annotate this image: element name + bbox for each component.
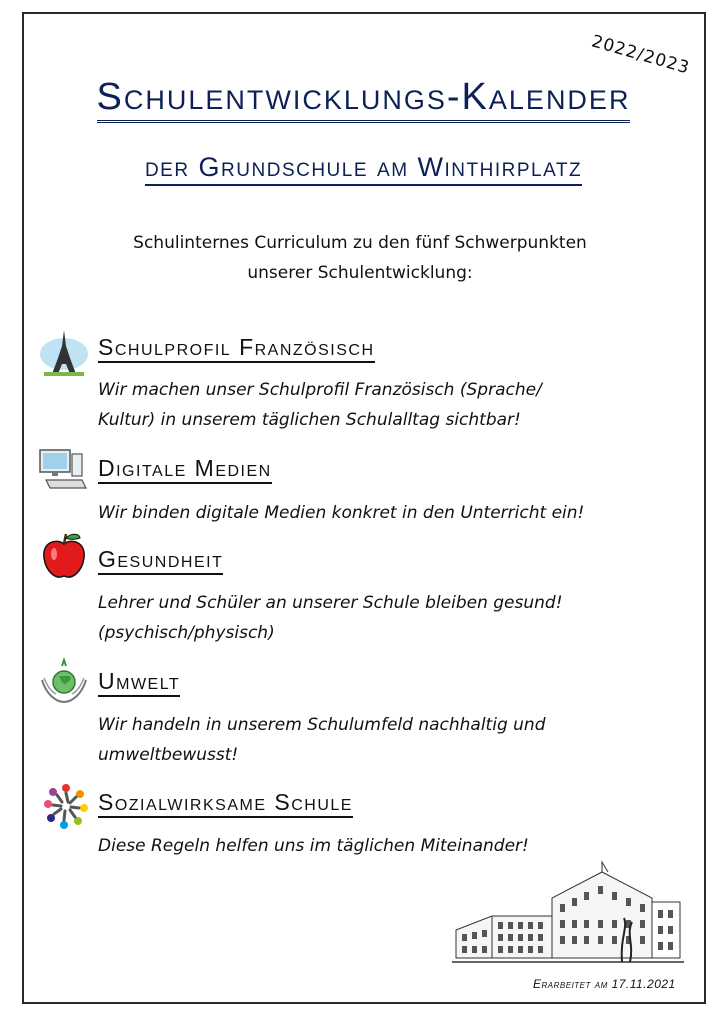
desc-digitale-medien: Wir binden digitale Medien konkret in den Unterricht ein!: [98, 503, 585, 523]
heading-sozialwirksame-schule: Sozialwirksame Schule: [98, 789, 353, 816]
footer-date: Erarbeitet am 17.11.2021: [533, 977, 676, 991]
intro-text: Schulinternes Curriculum zu den fünf Schwerpunkten unserer Schulentwicklung:: [133, 233, 587, 283]
apple-icon: [38, 530, 90, 582]
heading-digitale-medien: Digitale Medien: [98, 455, 272, 482]
computer-icon: [36, 444, 88, 496]
desc-umwelt: Wir handeln in unserem Schulumfeld nachhaltig und umweltbewusst!: [98, 715, 546, 765]
heading-gesundheit: Gesundheit: [98, 546, 223, 573]
page-subtitle: der Grundschule am Winthirplatz: [0, 152, 727, 183]
earth-in-hands-icon: [38, 656, 90, 708]
eiffel-tower-icon: [38, 326, 90, 378]
desc-gesundheit: Lehrer und Schüler an unserer Schule bleiben gesund! (psychisch/physisch): [98, 593, 563, 643]
school-building-illustration: [452, 858, 684, 970]
page-title: Schulentwicklungs-Kalender: [0, 76, 727, 119]
heading-umwelt: Umwelt: [98, 668, 180, 695]
desc-sozialwirksame-schule: Diese Regeln helfen uns im täglichen Miteinander!: [98, 836, 529, 856]
heading-schulprofil: Schulprofil Französisch: [98, 334, 375, 361]
desc-schulprofil: Wir machen unser Schulprofil Französisch (Sprache/ Kultur) in unserem täglichen Schulalltag sichtbar!: [98, 380, 542, 430]
people-circle-icon: [40, 780, 92, 832]
school-year: 2022/2023: [589, 31, 693, 79]
